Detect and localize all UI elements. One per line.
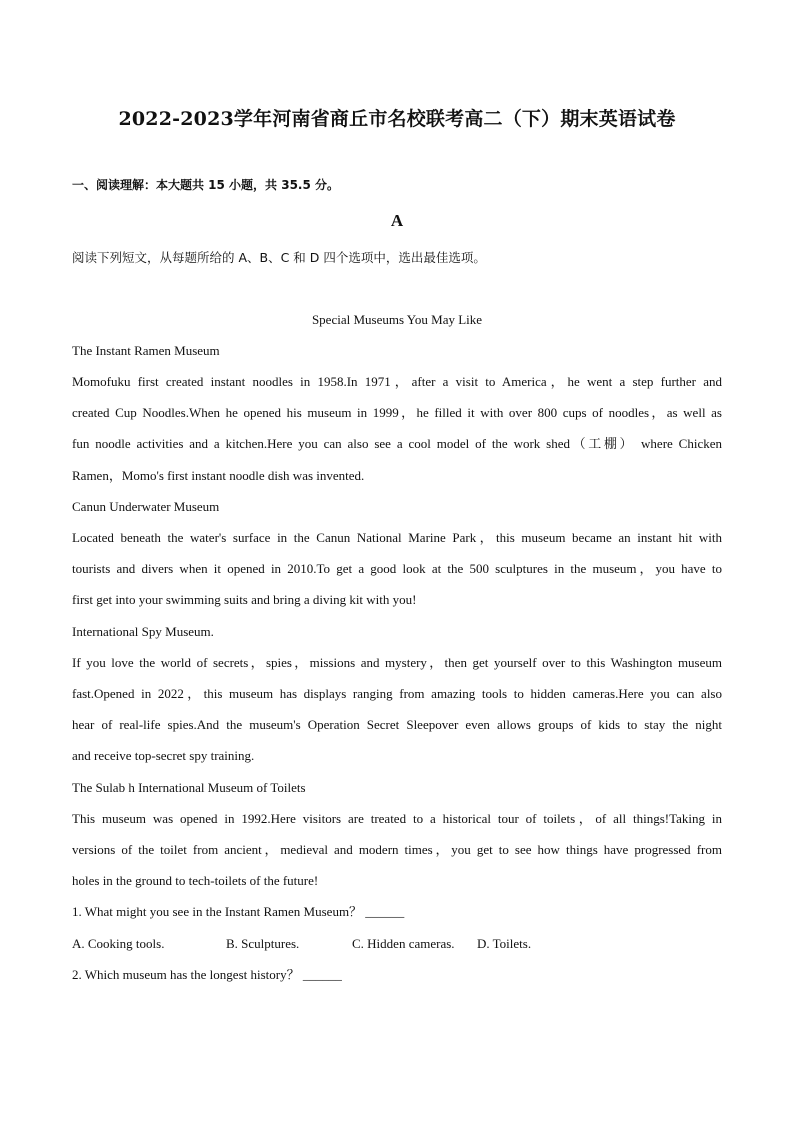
passage-line: first get into your swimming suits and bring a diving kit with you! (72, 592, 417, 607)
instruction-text: 阅读下列短文，从每题所给的 A、B、C 和 D 四个选项中，选出最佳选项。 (72, 250, 486, 265)
exam-title: 2022-2023学年河南省商丘市名校联考高二（下）期末英语试卷 (118, 108, 676, 130)
question-1-option-c: C. Hidden cameras. (352, 936, 455, 951)
passage-line: created Cup Noodles.When he opened his museum in 1999，he filled it with over 800 cups of noodles，as well as (72, 405, 722, 420)
question-1-option-b: B. Sculptures. (226, 936, 300, 951)
museum-heading-ramen: The Instant Ramen Museum (72, 343, 220, 358)
museum-heading-underwater: Canun Underwater Museum (72, 499, 220, 514)
passage-line: Ramen，Momo's first instant noodle dish was invented. (72, 468, 365, 483)
passage-line: This museum was opened in 1992.Here visitors are treated to a historical tour of toilets，of all things!Taking in (72, 811, 722, 826)
passage-line: Located beneath the water's surface in the Canun National Marine Park，this museum became an instant hit with (72, 530, 722, 545)
passage-line: tourists and divers when it opened in 2010.To get a good look at the 500 sculptures in the museum，you have to (72, 561, 722, 576)
passage-title: Special Museums You May Like (311, 312, 483, 327)
passage-line: fun noodle activities and a kitchen.Here you can also see a cool model of the work shed（工棚） where Chicken (72, 436, 722, 451)
passage-line: If you love the world of secrets，spies，missions and mystery，then get yourself over to this Washington museum (72, 655, 722, 670)
passage-line: hear of real-life spies.And the museum's Operation Secret Sleepover even allows groups of kids to stay the night (72, 717, 722, 732)
museum-heading-toilets: The Sulab h International Museum of Toilets (72, 780, 306, 795)
section-heading: 一、阅读理解：本大题共 15 小题，共 35.5 分。 (72, 178, 340, 192)
passage-line: Momofuku first created instant noodles in 1958.In 1971，after a visit to America，he went a step further and (72, 374, 722, 389)
passage-line: holes in the ground to tech-toilets of the future! (72, 873, 319, 888)
museum-heading-spy: International Spy Museum. (72, 624, 214, 639)
part-label: A (390, 211, 404, 230)
passage-line: versions of the toilet from ancient，medieval and modern times，you get to see how things have progressed from (72, 842, 722, 857)
question-2-stem: 2. Which museum has the longest history？ ______ (72, 967, 342, 982)
question-1-option-a: A. Cooking tools. (72, 936, 165, 951)
question-1-option-d: D. Toilets. (477, 936, 532, 951)
passage-line: fast.Opened in 2022，this museum has displays ranging from amazing tools to hidden cameras.Here you can also (72, 686, 722, 701)
question-1-stem: 1. What might you see in the Instant Ramen Museum？ ______ (72, 904, 405, 919)
passage-line: and receive top-secret spy training. (72, 748, 255, 763)
